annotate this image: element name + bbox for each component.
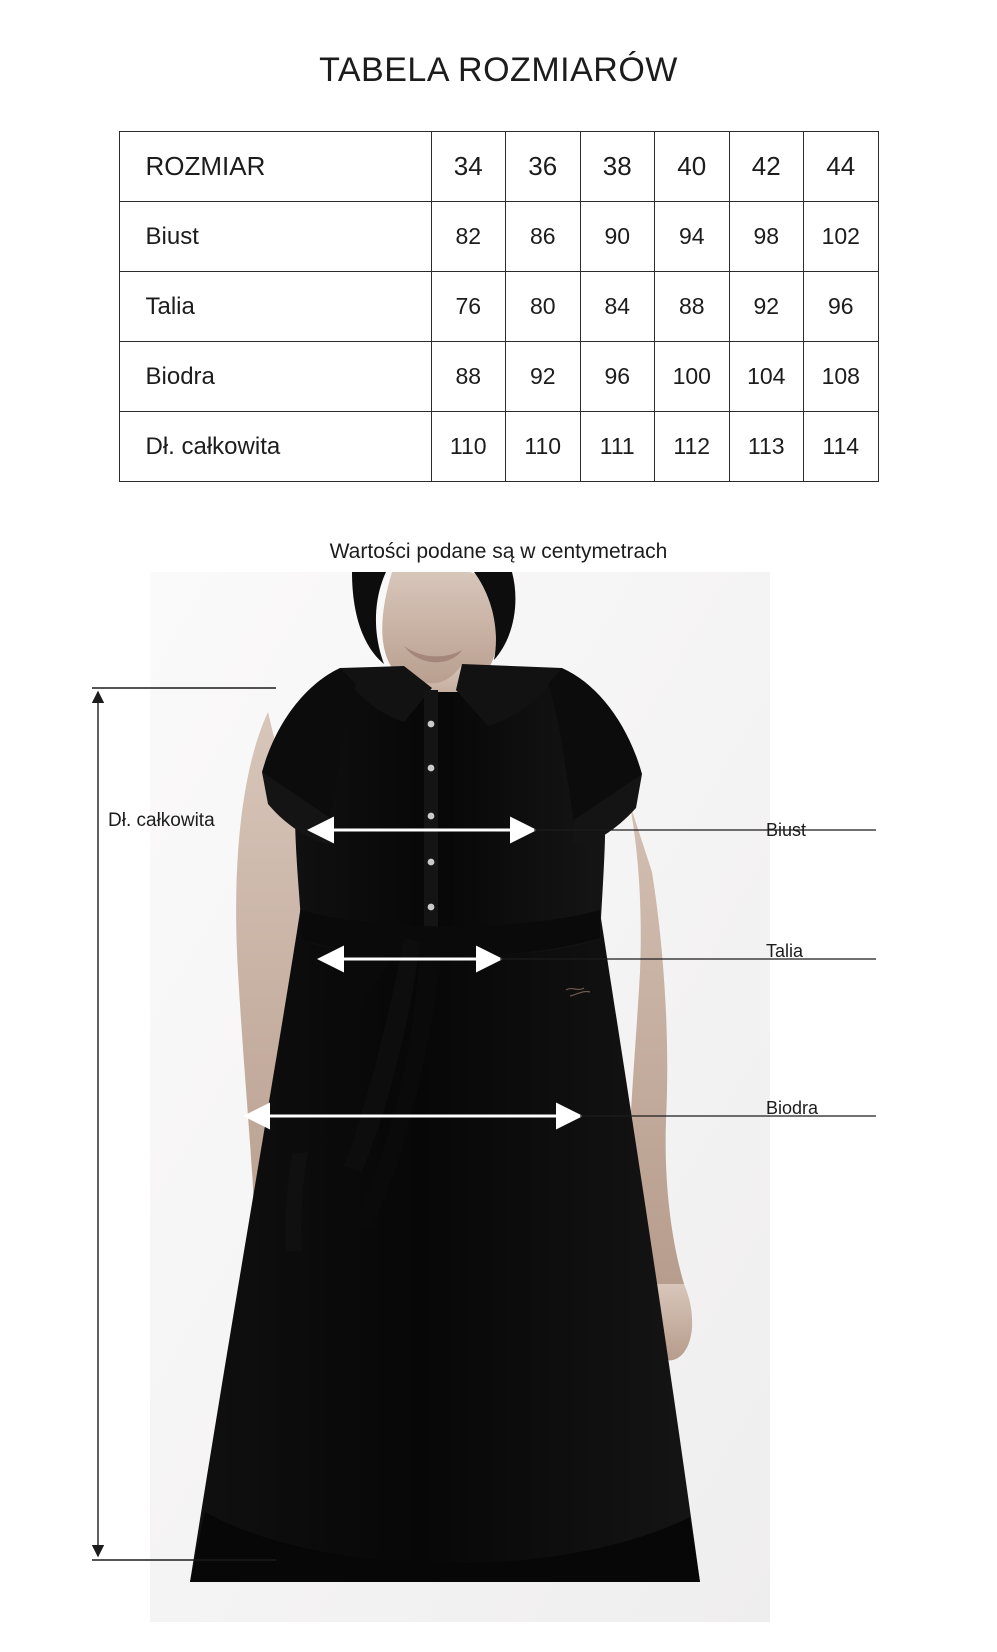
cell-biust-44: 102	[804, 202, 879, 272]
cell-talia-40: 88	[655, 272, 730, 342]
cell-biodra-36: 92	[506, 342, 581, 412]
table-header-size-38: 38	[580, 132, 655, 202]
table-header-size-40: 40	[655, 132, 730, 202]
table-row	[119, 342, 878, 412]
cell-biodra-42: 104	[729, 342, 804, 412]
cell-biust-42: 98	[729, 202, 804, 272]
row-label-biodra: Biodra	[119, 342, 431, 412]
cell-dlugosc-40: 112	[655, 412, 730, 482]
cell-dlugosc-42: 113	[729, 412, 804, 482]
row-label-dlugosc-calkowita: Dł. całkowita	[119, 412, 431, 482]
cell-biust-34: 82	[431, 202, 506, 272]
page-title: TABELA ROZMIARÓW	[319, 51, 678, 89]
cell-biust-36: 86	[506, 202, 581, 272]
measurement-diagram	[0, 572, 997, 1622]
label-hips: Biodra	[766, 1098, 819, 1119]
size-table-container	[119, 131, 879, 482]
cell-talia-36: 80	[506, 272, 581, 342]
units-note: Wartości podane są w centymetrach	[329, 540, 668, 564]
cell-biust-38: 90	[580, 202, 655, 272]
cell-dlugosc-36: 110	[506, 412, 581, 482]
row-label-biust: Biust	[119, 202, 431, 272]
table-header-size-36: 36	[506, 132, 581, 202]
cell-biust-40: 94	[655, 202, 730, 272]
table-header-size-42: 42	[729, 132, 804, 202]
label-total-length: Dł. całkowita	[108, 810, 215, 832]
table-header-size-34: 34	[431, 132, 506, 202]
table-header-rozmiar: ROZMIAR	[119, 132, 431, 202]
table-row	[119, 272, 878, 342]
cell-talia-44: 96	[804, 272, 879, 342]
cell-biodra-44: 108	[804, 342, 879, 412]
label-bust: Biust	[766, 820, 807, 841]
row-label-talia: Talia	[119, 272, 431, 342]
table-header-row	[119, 132, 878, 202]
measurement-overlay	[0, 572, 997, 1622]
table-header-size-44: 44	[804, 132, 879, 202]
table-row	[119, 412, 878, 482]
cell-dlugosc-34: 110	[431, 412, 506, 482]
cell-biodra-34: 88	[431, 342, 506, 412]
cell-biodra-40: 100	[655, 342, 730, 412]
cell-talia-38: 84	[580, 272, 655, 342]
cell-dlugosc-38: 111	[580, 412, 655, 482]
cell-dlugosc-44: 114	[804, 412, 879, 482]
cell-talia-34: 76	[431, 272, 506, 342]
size-table	[119, 131, 879, 482]
cell-biodra-38: 96	[580, 342, 655, 412]
cell-talia-42: 92	[729, 272, 804, 342]
table-row	[119, 202, 878, 272]
label-waist: Talia	[766, 941, 804, 962]
